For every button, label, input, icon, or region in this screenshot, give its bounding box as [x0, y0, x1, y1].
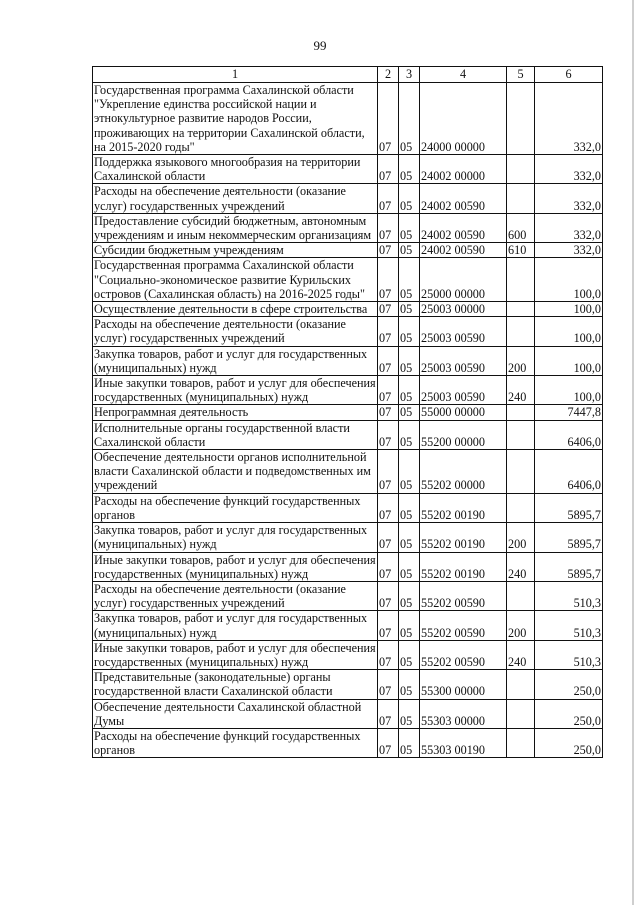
row-amount-cell: 6406,0 — [535, 420, 603, 449]
header-cell: 2 — [378, 67, 399, 83]
table-body — [93, 83, 603, 758]
row-expense-type-cell — [507, 493, 535, 522]
row-target-article-cell: 55000 00000 — [420, 405, 507, 420]
row-expense-type-cell — [507, 405, 535, 420]
row-name-cell: Иные закупки товаров, работ и услуг для обеспечения государственных (муниципальных) нужд — [94, 376, 376, 405]
header-cell: 4 — [420, 67, 507, 83]
row-amount-cell: 5895,7 — [535, 523, 603, 552]
row-amount-cell: 100,0 — [535, 317, 603, 346]
row-target-article-cell: 24000 00000 — [420, 83, 507, 155]
row-target-article-cell: 55202 00590 — [420, 611, 507, 640]
table-row — [93, 523, 603, 552]
row-section-cell: 07 — [378, 728, 399, 757]
row-amount-cell: 250,0 — [535, 670, 603, 699]
row-subsection-cell: 05 — [399, 243, 420, 258]
table-row — [93, 83, 603, 155]
row-expense-type-cell: 200 — [507, 346, 535, 375]
row-section-cell: 07 — [378, 552, 399, 581]
table-row — [93, 376, 603, 405]
row-section-cell: 07 — [378, 258, 399, 302]
row-amount-cell: 100,0 — [535, 376, 603, 405]
row-subsection-cell: 05 — [399, 611, 420, 640]
row-target-article-cell: 25003 00590 — [420, 376, 507, 405]
row-subsection-cell: 05 — [399, 670, 420, 699]
page-number: 99 — [313, 38, 327, 53]
row-name-cell: Субсидии бюджетным учреждениям — [93, 243, 378, 258]
row-name-cell: Представительные (законодательные) органы государственной власти Сахалинской области — [93, 670, 378, 699]
row-subsection-cell: 05 — [399, 699, 420, 728]
table-row — [93, 184, 603, 213]
table-row — [93, 670, 603, 699]
row-amount-cell: 510,3 — [535, 581, 603, 610]
row-expense-type-cell: 600 — [507, 213, 535, 242]
row-amount-cell: 332,0 — [535, 155, 603, 184]
row-amount-cell: 250,0 — [535, 728, 603, 757]
row-section-cell: 07 — [378, 640, 399, 669]
row-subsection-cell: 05 — [399, 376, 420, 405]
table-row — [93, 611, 603, 640]
row-target-article-cell: 24002 00590 — [420, 243, 507, 258]
row-subsection-cell: 05 — [399, 450, 420, 494]
row-subsection-cell: 05 — [399, 523, 420, 552]
row-name-cell: Осуществление деятельности в сфере строительства — [93, 302, 378, 317]
row-name-cell: Иные закупки товаров, работ и услуг для обеспечения государственных (муниципальных) нужд — [94, 552, 376, 581]
row-expense-type-cell — [507, 317, 535, 346]
row-section-cell: 07 — [378, 302, 399, 317]
row-expense-type-cell — [507, 302, 535, 317]
table-row — [93, 581, 603, 610]
row-subsection-cell: 05 — [399, 405, 420, 420]
row-subsection-cell: 05 — [399, 184, 420, 213]
row-name-cell: Расходы на обеспечение деятельности (оказание услуг) государственных учреждений — [93, 317, 378, 346]
row-target-article-cell: 55300 00000 — [420, 670, 507, 699]
table-row — [93, 243, 603, 258]
row-amount-cell: 100,0 — [535, 302, 603, 317]
row-target-article-cell: 24002 00000 — [420, 155, 507, 184]
row-subsection-cell: 05 — [399, 581, 420, 610]
table-row — [93, 728, 603, 757]
row-target-article-cell: 55202 00190 — [420, 493, 507, 522]
row-name-cell: Расходы на обеспечение функций государственных органов — [93, 493, 378, 522]
row-target-article-cell: 25003 00590 — [420, 346, 507, 375]
row-section-cell: 07 — [378, 184, 399, 213]
row-expense-type-cell — [507, 581, 535, 610]
row-target-article-cell: 55202 00000 — [420, 450, 507, 494]
row-expense-type-cell — [507, 155, 535, 184]
table-row — [93, 346, 603, 375]
row-expense-type-cell: 200 — [507, 611, 535, 640]
row-amount-cell: 5895,7 — [535, 493, 603, 522]
row-name-cell: Закупка товаров, работ и услуг для государственных (муниципальных) нужд — [93, 346, 378, 375]
row-name-cell: Государственная программа Сахалинской области "Укрепление единства российской нации и этнокультурное развитие народов России, проживающих на территории Сахалинской области, на 2015-2020 годы" — [93, 83, 378, 155]
row-target-article-cell: 24002 00590 — [420, 213, 507, 242]
table-row — [93, 155, 603, 184]
row-amount-cell: 100,0 — [535, 258, 603, 302]
scan-edge-line — [632, 0, 634, 905]
row-section-cell: 07 — [378, 699, 399, 728]
row-target-article-cell: 55202 00190 — [420, 552, 507, 581]
row-name-cell: Непрограммная деятельность — [93, 405, 378, 420]
row-name-cell: Обеспечение деятельности Сахалинской областной Думы — [93, 699, 378, 728]
row-section-cell: 07 — [378, 450, 399, 494]
row-amount-cell: 100,0 — [535, 346, 603, 375]
row-section-cell: 07 — [378, 670, 399, 699]
row-section-cell: 07 — [378, 420, 399, 449]
row-expense-type-cell: 240 — [507, 552, 535, 581]
row-subsection-cell: 05 — [399, 728, 420, 757]
row-section-cell: 07 — [378, 523, 399, 552]
row-amount-cell: 250,0 — [535, 699, 603, 728]
row-expense-type-cell: 610 — [507, 243, 535, 258]
row-subsection-cell: 05 — [399, 302, 420, 317]
row-name-cell: Поддержка языкового многообразия на территории Сахалинской области — [93, 155, 378, 184]
table-row — [93, 405, 603, 420]
row-section-cell: 07 — [378, 581, 399, 610]
table-row — [93, 420, 603, 449]
row-target-article-cell: 25003 00000 — [420, 302, 507, 317]
row-subsection-cell: 05 — [399, 552, 420, 581]
table-row — [93, 302, 603, 317]
row-name-cell: Расходы на обеспечение деятельности (оказание услуг) государственных учреждений — [93, 581, 378, 610]
row-expense-type-cell: 240 — [507, 376, 535, 405]
row-subsection-cell: 05 — [399, 493, 420, 522]
row-subsection-cell: 05 — [399, 83, 420, 155]
row-name-cell: Расходы на обеспечение деятельности (оказание услуг) государственных учреждений — [93, 184, 378, 213]
row-amount-cell: 510,3 — [535, 640, 603, 669]
row-target-article-cell: 24002 00590 — [420, 184, 507, 213]
row-amount-cell: 332,0 — [535, 184, 603, 213]
row-section-cell: 07 — [378, 611, 399, 640]
row-section-cell: 07 — [378, 213, 399, 242]
table-row — [93, 493, 603, 522]
row-name-cell: Расходы на обеспечение функций государственных органов — [93, 728, 378, 757]
row-target-article-cell: 25003 00590 — [420, 317, 507, 346]
row-name-cell: Предоставление субсидий бюджетным, автономным учреждениям и иным некоммерческим организациям — [93, 213, 378, 242]
row-expense-type-cell: 240 — [507, 640, 535, 669]
row-target-article-cell: 55202 00190 — [420, 523, 507, 552]
row-expense-type-cell — [507, 420, 535, 449]
table-row — [93, 552, 603, 581]
row-expense-type-cell: 200 — [507, 523, 535, 552]
row-amount-cell: 6406,0 — [535, 450, 603, 494]
row-name-cell: Исполнительные органы государственной власти Сахалинской области — [93, 420, 378, 449]
row-amount-cell: 332,0 — [535, 213, 603, 242]
header-cell: 1 — [93, 67, 378, 83]
row-amount-cell: 332,0 — [535, 243, 603, 258]
row-amount-cell: 510,3 — [535, 611, 603, 640]
row-subsection-cell: 05 — [399, 420, 420, 449]
row-section-cell: 07 — [378, 346, 399, 375]
table-header-row — [93, 67, 603, 83]
row-target-article-cell: 55200 00000 — [420, 420, 507, 449]
row-section-cell: 07 — [378, 83, 399, 155]
row-expense-type-cell — [507, 699, 535, 728]
row-expense-type-cell — [507, 450, 535, 494]
row-amount-cell: 5895,7 — [535, 552, 603, 581]
row-target-article-cell: 55202 00590 — [420, 581, 507, 610]
row-subsection-cell: 05 — [399, 317, 420, 346]
row-section-cell: 07 — [378, 243, 399, 258]
table-row — [93, 317, 603, 346]
budget-table — [92, 66, 603, 758]
row-expense-type-cell — [507, 728, 535, 757]
row-expense-type-cell — [507, 670, 535, 699]
header-cell: 5 — [507, 67, 535, 83]
row-name-cell: Закупка товаров, работ и услуг для государственных (муниципальных) нужд — [93, 523, 378, 552]
row-name-cell: Государственная программа Сахалинской области "Социально-экономическое развитие Курильских островов (Сахалинская область) на 2016-2025 годы" — [93, 258, 378, 302]
table-row — [93, 640, 603, 669]
row-section-cell: 07 — [378, 317, 399, 346]
row-target-article-cell: 55202 00590 — [420, 640, 507, 669]
row-section-cell: 07 — [378, 376, 399, 405]
row-name-cell: Закупка товаров, работ и услуг для государственных (муниципальных) нужд — [93, 611, 378, 640]
header-cell: 3 — [399, 67, 420, 83]
table-row — [93, 213, 603, 242]
row-subsection-cell: 05 — [399, 346, 420, 375]
row-name-cell: Обеспечение деятельности органов исполнительной власти Сахалинской области и подведомственных им учреждений — [93, 450, 378, 494]
header-cell: 6 — [535, 67, 603, 83]
row-section-cell: 07 — [378, 493, 399, 522]
row-subsection-cell: 05 — [399, 213, 420, 242]
row-section-cell: 07 — [378, 405, 399, 420]
row-target-article-cell: 55303 00190 — [420, 728, 507, 757]
row-subsection-cell: 05 — [399, 155, 420, 184]
table-row — [93, 699, 603, 728]
row-amount-cell: 7447,8 — [535, 405, 603, 420]
table-row — [93, 450, 603, 494]
row-section-cell: 07 — [378, 155, 399, 184]
row-target-article-cell: 25000 00000 — [420, 258, 507, 302]
row-amount-cell: 332,0 — [535, 83, 603, 155]
row-expense-type-cell — [507, 83, 535, 155]
row-subsection-cell: 05 — [399, 640, 420, 669]
row-name-cell: Иные закупки товаров, работ и услуг для обеспечения государственных (муниципальных) нужд — [94, 640, 376, 669]
row-target-article-cell: 55303 00000 — [420, 699, 507, 728]
table-row — [93, 258, 603, 302]
row-expense-type-cell — [507, 258, 535, 302]
row-subsection-cell: 05 — [399, 258, 420, 302]
row-expense-type-cell — [507, 184, 535, 213]
